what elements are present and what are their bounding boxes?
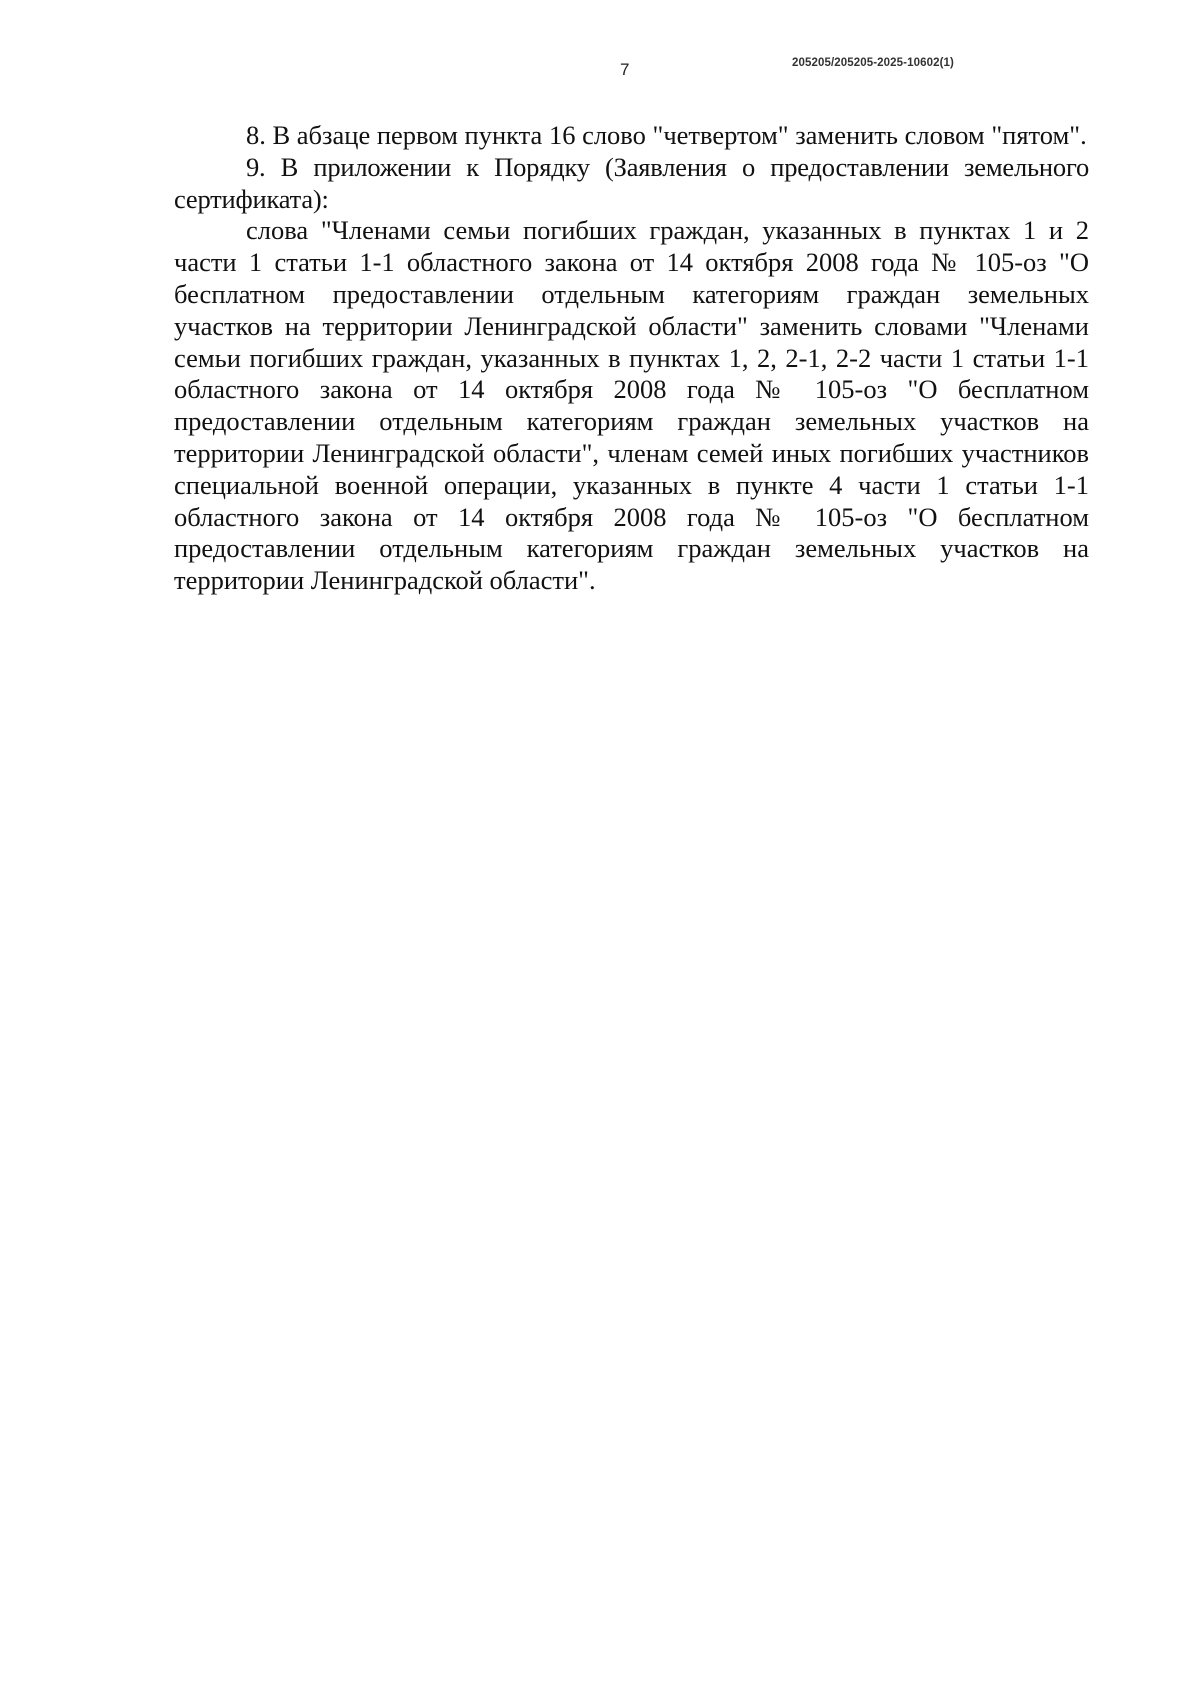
page-number: 7 xyxy=(620,60,630,79)
paragraph-item-9: 9. В приложении к Порядку (Заявления о предоставлении земельного сертификата): xyxy=(174,151,1089,214)
document-body xyxy=(174,120,1089,597)
paragraph-item-8: 8. В абзаце первом пункта 16 слово "четвертом" заменить словом "пятом". xyxy=(246,120,1087,150)
paragraph-words-replacement: слова "Членами семьи погибших граждан, указанных в пунктах 1 и 2 части 1 статьи 1-1 областного закона от 14 октября 2008 года № 105-оз "О бесплатном предоставлении отдельным категориям граждан земельных участков на территории Ленинградской области" заменить словами "Членами семьи погибших граждан, указанных в пунктах 1, 2, 2-1, 2-2 части 1 статьи 1-1 областного закона от 14 октября 2008 года № 105-оз "О бесплатном предоставлении отдельным категориям граждан земельных участков на территории Ленинградской области", членам семей иных погибших участников специальной военной операции, указанных в пункте 4 части 1 статьи 1-1 областного закона от 14 октября 2008 года № 105-оз "О бесплатном предоставлении отдельным категориям граждан земельных участков на территории Ленинградской области". xyxy=(174,215,1089,596)
document-id: 205205/205205-2025-10602(1) xyxy=(792,57,954,69)
